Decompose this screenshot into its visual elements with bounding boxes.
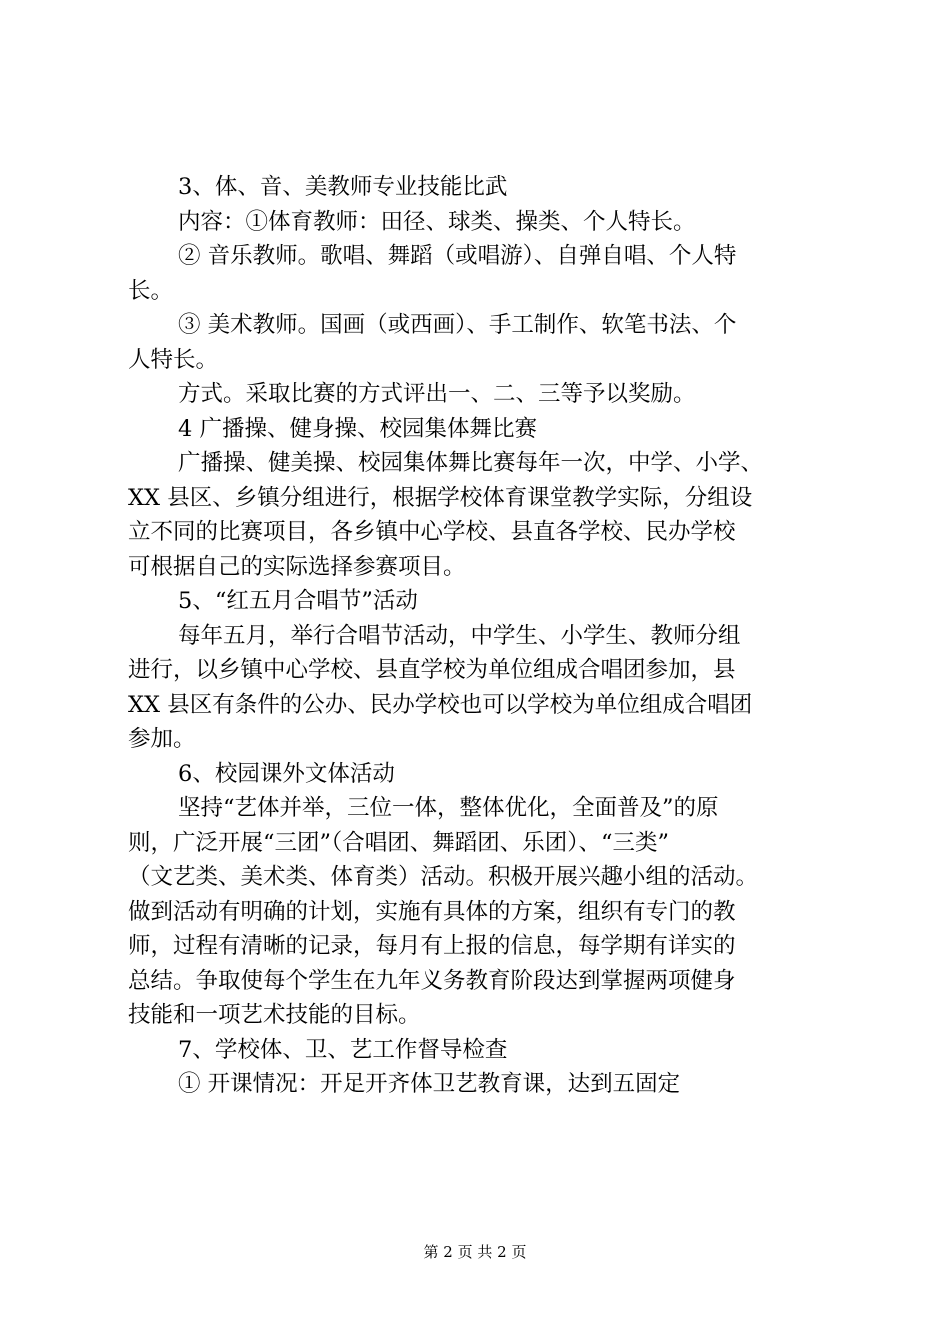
text-line: 参加。 — [128, 726, 196, 752]
text-line: 可根据自己的实际选择参赛项目。 — [128, 553, 466, 580]
text-line: 总结。争取使每个学生在九年义务教育阶段达到掌握两项健身 — [128, 967, 736, 994]
text-line: 7、学校体、卫、艺工作督导检查 — [178, 1036, 508, 1063]
text-line: 则，广泛开展“三团”（合唱团、舞蹈团、乐团）、“三类” — [128, 829, 670, 856]
text-line: 每年五月，举行合唱节活动，中学生、小学生、教师分组 — [178, 622, 741, 649]
text-line: 技能和一项艺术技能的目标。 — [128, 1002, 421, 1028]
text-line: ① 开课情况：开足开齐体卫艺教育课，达到五固定 — [178, 1071, 681, 1097]
text-line: 人特长。 — [128, 346, 219, 373]
text-line: 4 广播操、健身操、校园集体舞比赛 — [178, 415, 537, 442]
text-line: XX 县区、乡镇分组进行，根据学校体育课堂教学实际，分组设 — [128, 484, 753, 511]
text-line: 长。 — [128, 277, 174, 304]
page-footer: 第 2 页 共 2 页 — [423, 1243, 527, 1261]
text-line: 坚持“艺体并举，三位一体，整体优化，全面普及”的原 — [178, 795, 719, 821]
text-line: 广播操、健美操、校园集体舞比赛每年一次，中学、小学、 — [178, 450, 764, 476]
text-line: 3、体、音、美教师专业技能比武 — [178, 174, 508, 200]
text-line: （文艺类、美术类、体育类）活动。积极开展兴趣小组的活动。 — [128, 864, 759, 890]
text-line: 内容：①体育教师：田径、球类、操类、个人特长。 — [178, 208, 696, 235]
text-line: 5、“红五月合唱节”活动 — [178, 588, 418, 614]
text-line: ③ 美术教师。国画（或西画）、手工制作、软笔书法、个 — [178, 312, 737, 338]
text-line: 师，过程有清晰的记录，每月有上报的信息，每学期有详实的 — [128, 933, 736, 959]
text-line: 进行，以乡镇中心学校、县直学校为单位组成合唱团参加，县 — [128, 657, 736, 683]
text-line: ② 音乐教师。歌唱、舞蹈（或唱游）、自弹自唱、个人特 — [178, 243, 737, 269]
text-line: XX 县区有条件的公办、民办学校也可以学校为单位组成合唱团 — [128, 691, 753, 718]
text-line: 做到活动有明确的计划，实施有具体的方案，组织有专门的教 — [128, 898, 736, 925]
text-line: 方式。采取比赛的方式评出一、二、三等予以奖励。 — [178, 381, 696, 407]
text-line: 立不同的比赛项目，各乡镇中心学校、县直各学校、民办学校 — [128, 519, 736, 545]
text-line: 6、校园课外文体活动 — [178, 760, 395, 787]
document-body — [128, 170, 838, 1102]
